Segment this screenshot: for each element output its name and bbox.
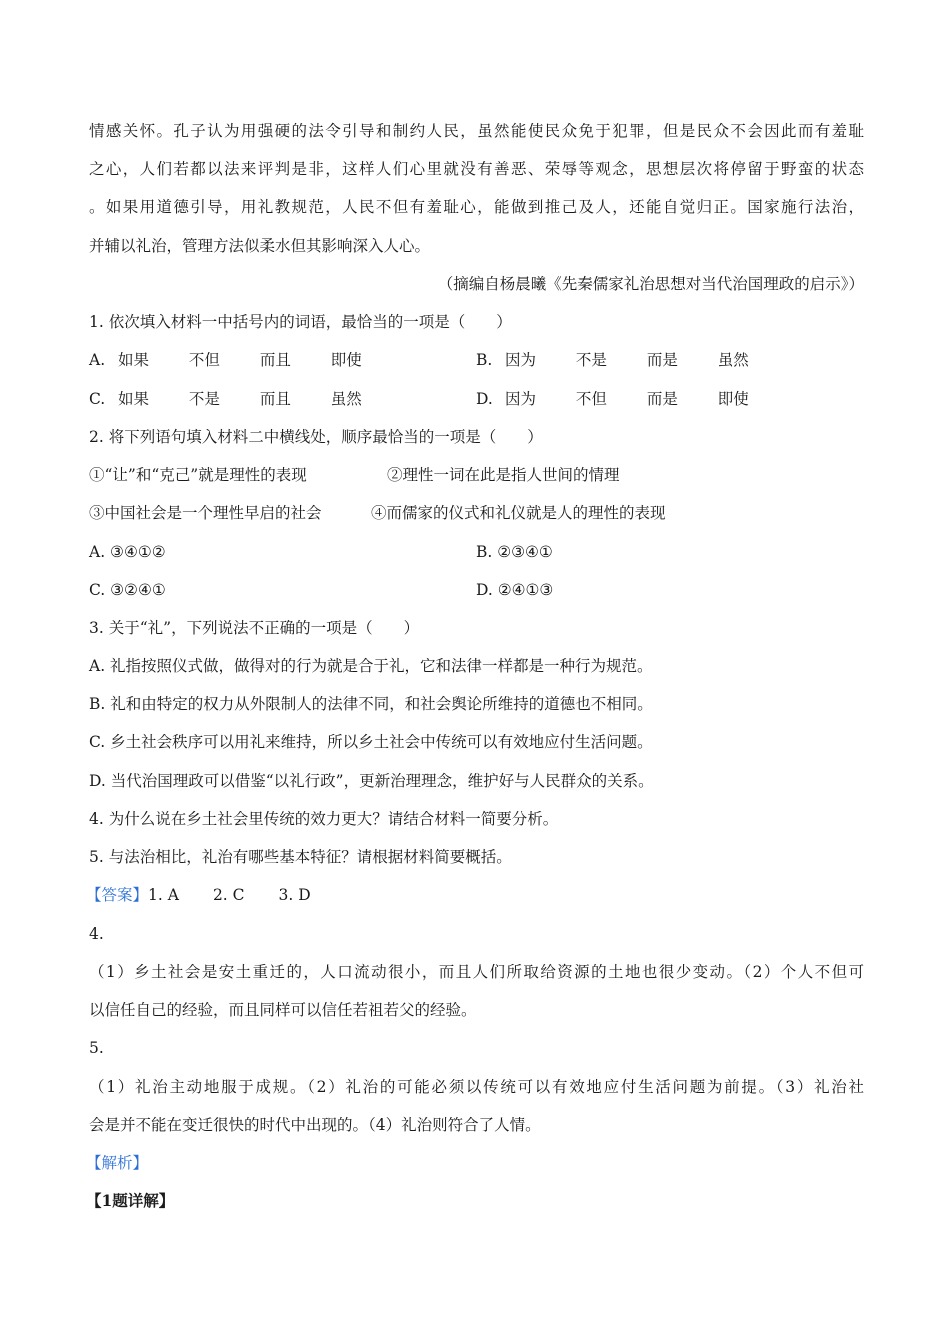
answer-4-line-1: （1）乡土社会是安土重迁的，人口流动很小，而且人们所取给资源的土地也很少变动。（2）个人不但可 <box>89 963 864 981</box>
q2-option-b: B. ②③④① <box>476 543 553 561</box>
passage-line-2: 之心，人们若都以法来评判是非，这样人们心里就没有善恶、荣辱等观念，思想层次将停留于野蛮的状态 <box>89 160 864 178</box>
q1-c-word-2: 不是 <box>188 390 220 408</box>
q2-stem: 2. 将下列语句填入材料二中横线处，顺序最恰当的一项是（ ） <box>89 428 543 446</box>
q3-stem: 3. 关于“礼”，下列说法不正确的一项是（ ） <box>89 619 420 637</box>
answer-2: 2. C <box>212 886 245 904</box>
q2-sentence-4: ④而儒家的仪式和礼仪就是人的理性的表现 <box>371 504 666 522</box>
passage-source: （摘编自杨晨曦《先秦儒家礼治思想对当代治国理政的启示》） <box>437 275 864 293</box>
q1-b-word-4: 虽然 <box>717 351 749 369</box>
q3-option-b: B. 礼和由特定的权力从外限制人的法律不同，和社会舆论所维持的道德也不相同。 <box>89 695 653 713</box>
q1-b-word-1: 因为 <box>504 351 536 369</box>
answer-1: 1. A <box>148 886 179 904</box>
q1-stem: 1. 依次填入材料一中括号内的词语，最恰当的一项是（ ） <box>89 313 512 331</box>
q2-option-a: A. ③④①② <box>89 543 166 561</box>
q1-option-c <box>89 388 397 410</box>
q2-sentence-2: ②理性一词在此是指人世间的情理 <box>387 466 620 484</box>
q1-c-word-1: 如果 <box>117 390 149 408</box>
q1-option-b <box>476 349 784 371</box>
q1-d-word-3: 而是 <box>646 390 678 408</box>
answer-4-number: 4. <box>89 925 104 943</box>
q1-d-label: D. <box>476 390 493 408</box>
q2-option-c: C. ③②④① <box>89 581 166 599</box>
passage-line-4: 并辅以礼治，管理方法似柔水但其影响深入人心。 <box>89 237 431 255</box>
q1-d-word-4: 即使 <box>717 390 749 408</box>
q1-a-word-3: 而且 <box>259 351 291 369</box>
answer-tag: 【答案】 <box>86 886 149 904</box>
q2-sentence-3: ③中国社会是一个理性早启的社会 <box>89 504 322 522</box>
answer-4-line-2: 以信任自己的经验，而且同样可以信任若祖若父的经验。 <box>89 1001 477 1019</box>
analysis-detail-tag: 【1题详解】 <box>86 1191 175 1210</box>
q1-a-word-4: 即使 <box>330 351 362 369</box>
q1-option-a <box>89 349 397 371</box>
q1-b-label: B. <box>476 351 493 369</box>
answer-5-line-1: （1）礼治主动地服于成规。（2）礼治的可能必须以传统可以有效地应付生活问题为前提。（3）礼治社 <box>89 1078 864 1096</box>
q1-d-word-2: 不但 <box>575 390 607 408</box>
q1-b-word-3: 而是 <box>646 351 678 369</box>
q1-d-word-1: 因为 <box>504 390 536 408</box>
q5-stem: 5. 与法治相比，礼治有哪些基本特征？请根据材料简要概括。 <box>89 848 512 866</box>
q3-option-a: A. 礼指按照仪式做，做得对的行为就是合于礼，它和法律一样都是一种行为规范。 <box>89 657 653 675</box>
q1-c-word-4: 虽然 <box>330 390 362 408</box>
q2-option-d: D. ②④①③ <box>476 581 554 599</box>
analysis-tag: 【解析】 <box>86 1154 149 1172</box>
answer-row <box>86 884 861 906</box>
answer-3: 3. D <box>278 886 311 904</box>
answer-5-number: 5. <box>89 1039 104 1057</box>
q1-a-word-2: 不但 <box>188 351 220 369</box>
passage-line-1: 情感关怀。孔子认为用强硬的法令引导和制约人民，虽然能使民众免于犯罪，但是民众不会因此而有羞耻 <box>89 122 864 140</box>
q1-b-word-2: 不是 <box>575 351 607 369</box>
answer-5-line-2: 会是并不能在变迁很快的时代中出现的。（4）礼治则符合了人情。 <box>89 1116 541 1134</box>
passage-line-3: 。如果用道德引导，用礼教规范，人民不但有羞耻心，能做到推己及人，还能自觉归正。国家施行法治， <box>89 198 864 216</box>
q1-a-label: A. <box>89 351 106 369</box>
q2-sentence-1: ①“让”和“克己”就是理性的表现 <box>89 466 307 484</box>
q3-option-d: D. 当代治国理政可以借鉴“以礼行政”，更新治理理念，维护好与人民群众的关系。 <box>89 772 654 790</box>
q3-option-c: C. 乡土社会秩序可以用礼来维持，所以乡土社会中传统可以有效地应付生活问题。 <box>89 733 653 751</box>
q1-c-label: C. <box>89 390 106 408</box>
q1-a-word-1: 如果 <box>117 351 149 369</box>
q4-stem: 4. 为什么说在乡土社会里传统的效力更大？请结合材料一简要分析。 <box>89 810 559 828</box>
q1-c-word-3: 而且 <box>259 390 291 408</box>
q1-option-d <box>476 388 784 410</box>
